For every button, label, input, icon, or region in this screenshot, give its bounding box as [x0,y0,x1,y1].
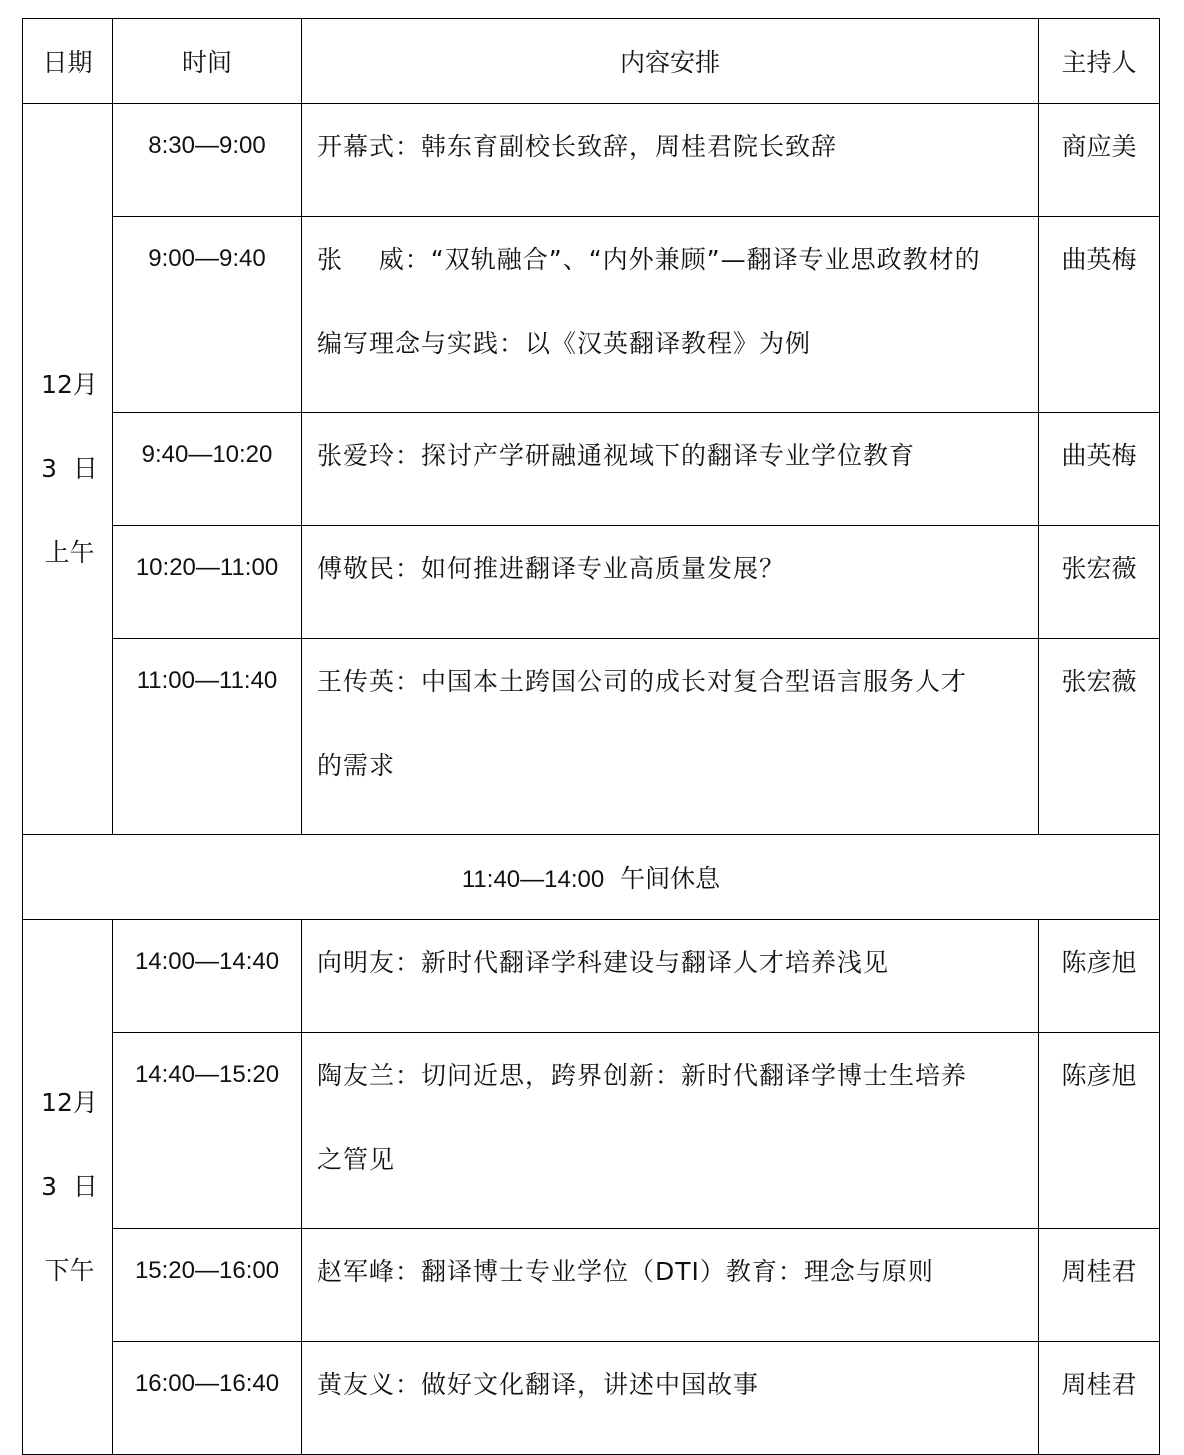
content-line: 开幕式：韩东育副校长致辞，周桂君院长致辞 [317,132,838,161]
table-row [23,1342,1160,1455]
content-cell [302,526,1039,639]
host-cell: 周桂君 [1039,1342,1160,1455]
header-row [23,19,1160,104]
content-line: 陶友兰：切问近思，跨界创新：新时代翻译学博士生培养 [317,1061,968,1090]
host-cell: 陈彦旭 [1039,920,1160,1033]
table-row [23,217,1160,413]
host-cell: 曲英梅 [1039,217,1160,413]
content-cell [302,413,1039,526]
time-cell: 16:00—16:40 [113,1342,302,1455]
time-cell: 9:00—9:40 [113,217,302,413]
time-cell: 14:00—14:40 [113,920,302,1033]
header-host: 主持人 [1039,19,1160,104]
time-cell: 10:20—11:00 [113,526,302,639]
lunch-break-time: 11:40—14:00 [461,866,605,893]
content-line: 的需求 [317,751,396,780]
morning-date-cell [23,104,113,835]
table-row [23,639,1160,835]
date-period: 上午 [44,538,95,567]
content-line: 张 威：“双轨融合”、“内外兼顾”—翻译专业思政教材的 [317,245,981,274]
time-cell: 8:30—9:00 [113,104,302,217]
content-line: 傅敬民：如何推进翻译专业高质量发展？ [317,554,786,583]
content-cell [302,104,1039,217]
content-line: 王传英：中国本土跨国公司的成长对复合型语言服务人才 [317,667,968,696]
content-cell [302,1229,1039,1342]
lunch-break-label: 午间休息 [620,864,721,893]
header-time: 时间 [113,19,302,104]
afternoon-date-cell [23,920,113,1455]
content-cell [302,639,1039,835]
date-period: 下午 [44,1256,95,1285]
host-cell: 张宏薇 [1039,526,1160,639]
table-row [23,920,1160,1033]
host-cell: 曲英梅 [1039,413,1160,526]
table-row [23,1229,1160,1342]
table-row [23,104,1160,217]
time-cell: 15:20—16:00 [113,1229,302,1342]
header-date: 日期 [23,19,113,104]
time-cell: 14:40—15:20 [113,1033,302,1229]
content-line: 编写理念与实践：以《汉英翻译教程》为例 [317,329,812,358]
date-month: 12月 [41,1088,98,1117]
content-line: 张爱玲：探讨产学研融通视域下的翻译专业学位教育 [317,441,916,470]
lunch-break-row [23,835,1160,920]
header-content: 内容安排 [302,19,1039,104]
date-day: 3 日 [41,454,98,483]
content-line: 之管见 [317,1145,396,1174]
table-row [23,1033,1160,1229]
table-row [23,526,1160,639]
date-month: 12月 [41,370,98,399]
time-cell: 9:40—10:20 [113,413,302,526]
content-line: 向明友：新时代翻译学科建设与翻译人才培养浅见 [317,948,890,977]
host-cell: 周桂君 [1039,1229,1160,1342]
time-cell: 11:00—11:40 [113,639,302,835]
lunch-break-cell [23,835,1160,920]
table-row [23,413,1160,526]
host-cell: 陈彦旭 [1039,1033,1160,1229]
content-cell [302,920,1039,1033]
schedule-table [22,18,1160,1455]
content-cell [302,1033,1039,1229]
content-line: 黄友义：做好文化翻译，讲述中国故事 [317,1370,760,1399]
content-cell [302,217,1039,413]
date-day: 3 日 [41,1172,98,1201]
content-line: 赵军峰：翻译博士专业学位（DTI）教育：理念与原则 [317,1257,934,1286]
host-cell: 张宏薇 [1039,639,1160,835]
host-cell: 商应美 [1039,104,1160,217]
content-cell [302,1342,1039,1455]
